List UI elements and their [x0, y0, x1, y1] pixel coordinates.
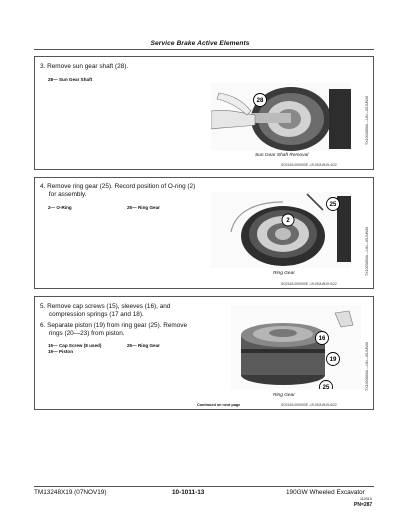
- step-4-text-line-1: 4. Remove ring gear (25). Record position of O-ring (2): [40, 183, 196, 190]
- callout-25: 25: [322, 385, 330, 389]
- footer-doc-id: TM13248X19 (07NOV19): [34, 489, 107, 496]
- footer-machine: 190GW Wheeled Excavator: [286, 489, 365, 496]
- step-4-side-code: TX1003850A —UN—05JUN06: [365, 226, 369, 276]
- step-5-text-line-1: 5. Remove cap screws (15), sleeves (16), and: [40, 303, 171, 310]
- callout-19: 19: [329, 357, 337, 363]
- step-3-caption: Sun Gear Shaft Removal: [255, 153, 309, 158]
- step-5-caption: Ring Gear: [273, 393, 295, 398]
- step-4-legend-item-2: 25— Ring Gear: [127, 205, 160, 210]
- step-5-legend-item-3: 25— Ring Gear: [127, 343, 160, 348]
- step-6-text-line-1: 6. Separate piston (19) from ring gear (25). Remove: [40, 322, 188, 329]
- step-5-legend-item-2: 19— Piston: [48, 349, 74, 354]
- footer-small-code: 110319: [360, 497, 372, 501]
- step-3-side-code: TX1003856A —UN—05JUN06: [365, 95, 369, 145]
- step-4-legend-item-1: 2— O-Ring: [48, 205, 72, 210]
- step-6-text-line-2: rings (20—23) from piston.: [40, 330, 125, 337]
- step-3-ref: SG2163,000000E -19-05JUN19-4/22: [281, 163, 337, 167]
- step-5-legend-item-1: 15— Cap Screw (8 used): [48, 343, 102, 348]
- header-divider: [34, 49, 374, 50]
- step-5-side-code: TX1003860A —UN—05JUN06: [365, 341, 369, 391]
- callout-16: 16: [318, 336, 326, 342]
- footer-page-number: 10-1011-13: [172, 489, 205, 496]
- continued-note: Continued on next page: [197, 403, 241, 407]
- callout-28: 28: [256, 98, 264, 104]
- step-3-legend-item: 28— Sun Gear Shaft: [48, 77, 93, 82]
- footer-pn: PN=287: [354, 502, 373, 508]
- step-panel-3: [34, 56, 374, 170]
- step-3-text: 3. Remove sun gear shaft (28).: [40, 63, 129, 70]
- piston-ring-gear-photo: [231, 305, 361, 389]
- step-panel-5: [34, 296, 374, 410]
- step-panel-4: [34, 177, 374, 289]
- ring-gear-photo: [211, 192, 351, 268]
- step-5-ref: SG2163,000000E -19-05JUN19-6/22: [281, 403, 337, 407]
- step-4-text-line-2: for assembly.: [40, 191, 87, 198]
- step-4-ref: SG2163,000000E -19-05JUN19-5/22: [281, 282, 337, 286]
- footer-divider: [34, 486, 374, 487]
- section-title: Service Brake Active Elements: [150, 40, 250, 47]
- sun-gear-shaft-photo: [211, 83, 351, 151]
- step-5-text-line-2: compression springs (17 and 18).: [40, 311, 144, 318]
- callout-25: 25: [329, 202, 337, 208]
- step-4-caption: Ring Gear: [273, 271, 295, 276]
- callout-2: 2: [286, 218, 290, 224]
